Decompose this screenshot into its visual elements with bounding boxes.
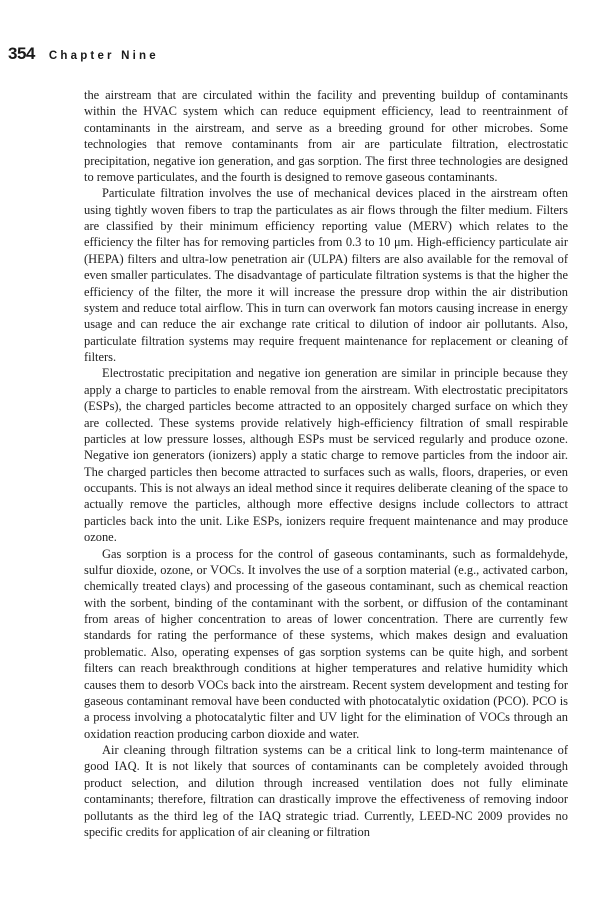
page-number: 354 xyxy=(8,44,35,63)
body-text xyxy=(84,87,568,840)
paragraph-particulate-filtration: Particulate filtration involves the use of mechanical devices placed in the airstream often using tightly woven fibers to trap the particulates as air flows through the filter medium. Filters are classified by their minimum efficiency reporting value (MERV) which relates to the efficiency the filter has for removing particles from 0.3 to 10 μm. High-efficiency particulate air (HEPA) filters and ultra-low penetration air (ULPA) filters are also available for the removal of even smaller particulates. The disadvantage of particulate filtration systems is that the higher the efficiency of the filter, the more it will increase the pressure drop within the air distribution system and reduce total airflow. This in turn can overwork fan motors causing increase in energy usage and can reduce the air exchange rate critical to dilution of indoor air pollutants. Also, particulate filtration systems may require frequent maintenance for replacement or cleaning of filters. xyxy=(84,186,568,364)
chapter-title: Chapter Nine xyxy=(48,50,159,62)
paragraph-electrostatic-precipitation: Electrostatic precipitation and negative ion generation are similar in principle because they apply a charge to particles to enable removal from the airstream. With electrostatic precipitators (ESPs), the charged particles become attracted to an oppositely charged surface on which they are collected. These systems provide relatively high-efficiency filtration of small respirable particles at low pressure losses, although ESPs must be serviced regularly and produce ozone. Negative ion generators (ionizers) apply a static charge to remove particles from the indoor air. The charged particles then become attracted to surfaces such as walls, floors, draperies, or even occupants. This is not always an ideal method since it requires deliberate cleaning of the space to actually remove the particles, although more effective designs include collectors to attract particles back into the unit. Like ESPs, ionizers require frequent maintenance and may produce ozone. xyxy=(84,366,568,545)
paragraph-air-cleaning: Air cleaning through filtration systems can be a critical link to long-term maintenance of good IAQ. It is not likely that sources of contaminants can be completely avoided through product selection, and dilution through increased ventilation does not fully eliminate contaminants; therefore, filtration can drastically improve the effectiveness of removing indoor pollutants as the third leg of the IAQ strategic triad. Currently, LEED-NC 2009 provides no specific credits for application of air cleaning or filtration xyxy=(84,743,568,839)
running-head xyxy=(8,44,159,64)
paragraph-gas-sorption: Gas sorption is a process for the control of gaseous contaminants, such as formaldehyde, sulfur dioxide, ozone, or VOCs. It involves the use of a sorption material (e.g., activated carbon, chemically treated clays) and processing of the gaseous contaminant, such as chemical reaction with the sorbent, binding of the contaminant with the sorbent, or diffusion of the contaminant from areas of higher concentration to areas of lower concentration. There are currently few standards for rating the performance of these systems, which makes design and evaluation problematic. Also, operating expenses of gas sorption systems can be quite high, and sorbent filters can reach breakthrough conditions at higher temperatures and relative humidity which causes them to desorb VOCs back into the airstream. Recent system development and testing for gaseous contaminant removal have been conducted with photocatalytic oxidation (PCO). PCO is a process involving a photocatalytic filter and UV light for the elimination of VOCs through an oxidation reaction producing carbon dioxide and water. xyxy=(84,546,568,741)
paragraph-continued: the airstream that are circulated within the facility and preventing buildup of contaminants within the HVAC system which can reduce equipment efficiency, lead to reentrainment of contaminants in the airstream, and serve as a breeding ground for other microbes. Some technologies that remove contaminants from air are particulate filtration, electrostatic precipitation, negative ion generation, and gas sorption. The first three technologies are designed to remove particulates, and the fourth is designed to remove gaseous contaminants. xyxy=(84,88,568,184)
